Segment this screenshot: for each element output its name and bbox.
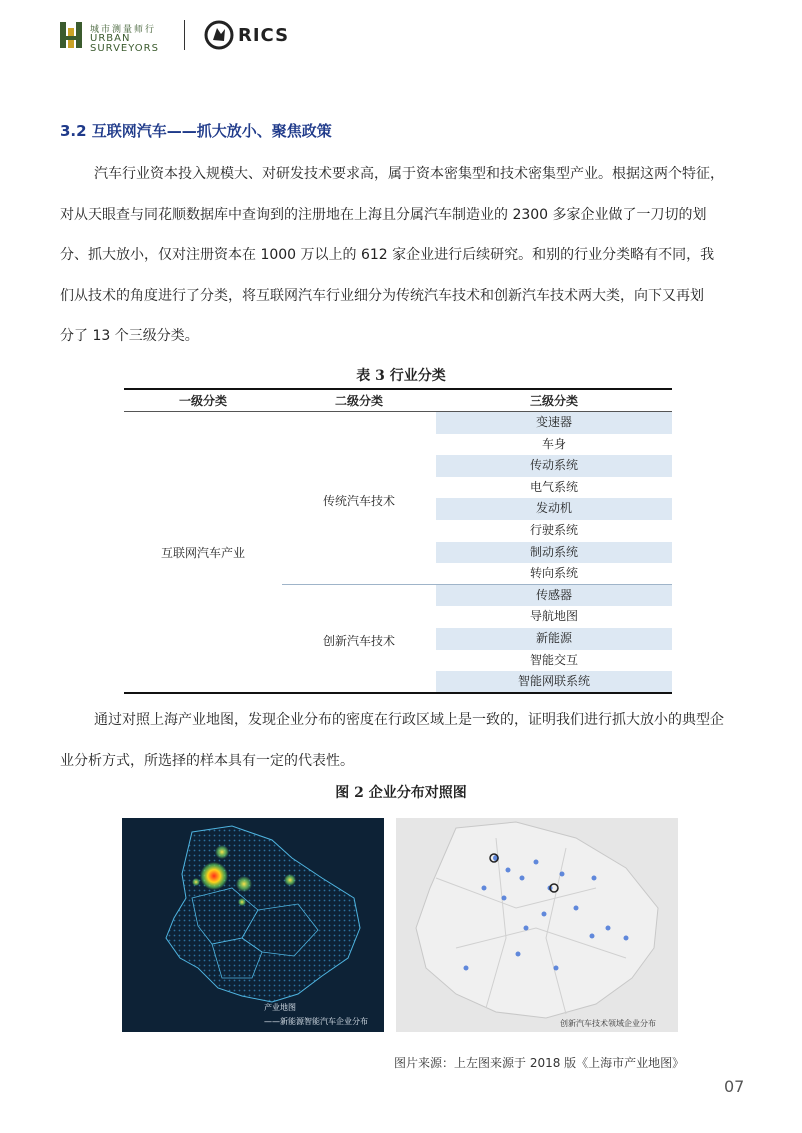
paragraph-line: 业分析方式，所选择的样本具有一定的代表性。 bbox=[60, 752, 354, 769]
table-row-level3: 变速器 bbox=[436, 412, 672, 434]
paragraph-line: 分、抓大放小，仅对注册资本在 1000 万以上的 612 家企业进行后续研究。和别的行业分类略有不同，我 bbox=[60, 247, 715, 263]
table-row-level3: 导航地图 bbox=[529, 609, 578, 624]
table-row-level3: 传动系统 bbox=[436, 455, 672, 477]
logo-text-en-line2: SURVEYORS bbox=[90, 43, 159, 54]
paragraph-line: 通过对照上海产业地图，发现企业分布的密度在行政区域上是一致的，证明我们进行抓大放小的典型企 bbox=[94, 712, 724, 728]
logo-text-cn: 城市测量师行 bbox=[90, 25, 157, 35]
table-cell-level2-innovative: 创新汽车技术 bbox=[322, 634, 395, 648]
rics-lion-icon bbox=[204, 20, 234, 50]
table-bottom-rule bbox=[124, 692, 672, 694]
figure-source: 图片来源：上左图来源于 2018 版《上海市产业地图》 bbox=[394, 1056, 685, 1070]
table-row-level3: 制动系统 bbox=[436, 542, 672, 564]
header-divider bbox=[184, 20, 185, 50]
distribution-map-label: 创新汽车技术领域企业分布 bbox=[560, 1019, 656, 1028]
table-row-level3: 电气系统 bbox=[529, 479, 578, 494]
table-row-level3: 智能交互 bbox=[529, 652, 578, 667]
industry-heat-map bbox=[122, 818, 384, 1032]
urban-surveyors-logo-icon bbox=[60, 22, 82, 48]
table-cell-level1: 互联网汽车产业 bbox=[160, 546, 245, 560]
table-row-level3: 发动机 bbox=[436, 498, 672, 520]
table-row-level3: 行驶系统 bbox=[529, 523, 578, 537]
paragraph-line: 分了 13 个三级分类。 bbox=[60, 328, 199, 344]
table-title: 表 3 行业分类 bbox=[356, 368, 446, 384]
figure-title: 图 2 企业分布对照图 bbox=[335, 785, 467, 801]
table-row-level3: 新能源 bbox=[436, 628, 672, 650]
table-row-level3: 转向系统 bbox=[529, 566, 578, 581]
paragraph-2 bbox=[60, 700, 744, 781]
table-cell-level2-traditional: 传统汽车技术 bbox=[322, 494, 395, 508]
heat-map-label-subtitle: ——新能源智能汽车企业分布 bbox=[264, 1017, 368, 1026]
enterprise-distribution-map bbox=[396, 818, 678, 1032]
table-top-rule bbox=[124, 388, 672, 390]
paragraph-1 bbox=[60, 154, 744, 357]
table-row-level3: 车身 bbox=[541, 436, 566, 451]
rics-logo-text: RICS bbox=[238, 25, 290, 46]
paragraph-line: 汽车行业资本投入规模大、对研发技术要求高，属于资本密集型和技术密集型产业。根据这两个特征， bbox=[94, 166, 724, 182]
logo-text-en-line1: URBAN bbox=[90, 33, 131, 44]
heat-map-graphic bbox=[122, 818, 384, 1032]
table-header-level1: 一级分类 bbox=[178, 394, 227, 408]
table-row-level3: 智能网联系统 bbox=[436, 671, 672, 693]
section-title: 3.2 互联网汽车——抓大放小、聚焦政策 bbox=[60, 122, 332, 140]
page-number: 07 bbox=[724, 1077, 745, 1096]
table-header-level3: 三级分类 bbox=[529, 394, 578, 408]
table-header-level2: 二级分类 bbox=[334, 394, 383, 408]
distribution-map-graphic bbox=[396, 818, 678, 1032]
table-row-level3: 传感器 bbox=[436, 585, 672, 607]
heat-map-label-title: 产业地图 bbox=[264, 1003, 296, 1012]
paragraph-line: 们从技术的角度进行了分类，将互联网汽车行业细分为传统汽车技术和创新汽车技术两大类，向下又再划 bbox=[60, 287, 704, 304]
paragraph-line: 对从天眼查与同花顺数据库中查询到的注册地在上海且分属汽车制造业的 2300 多家企业做了一刀切的划 bbox=[60, 206, 707, 223]
